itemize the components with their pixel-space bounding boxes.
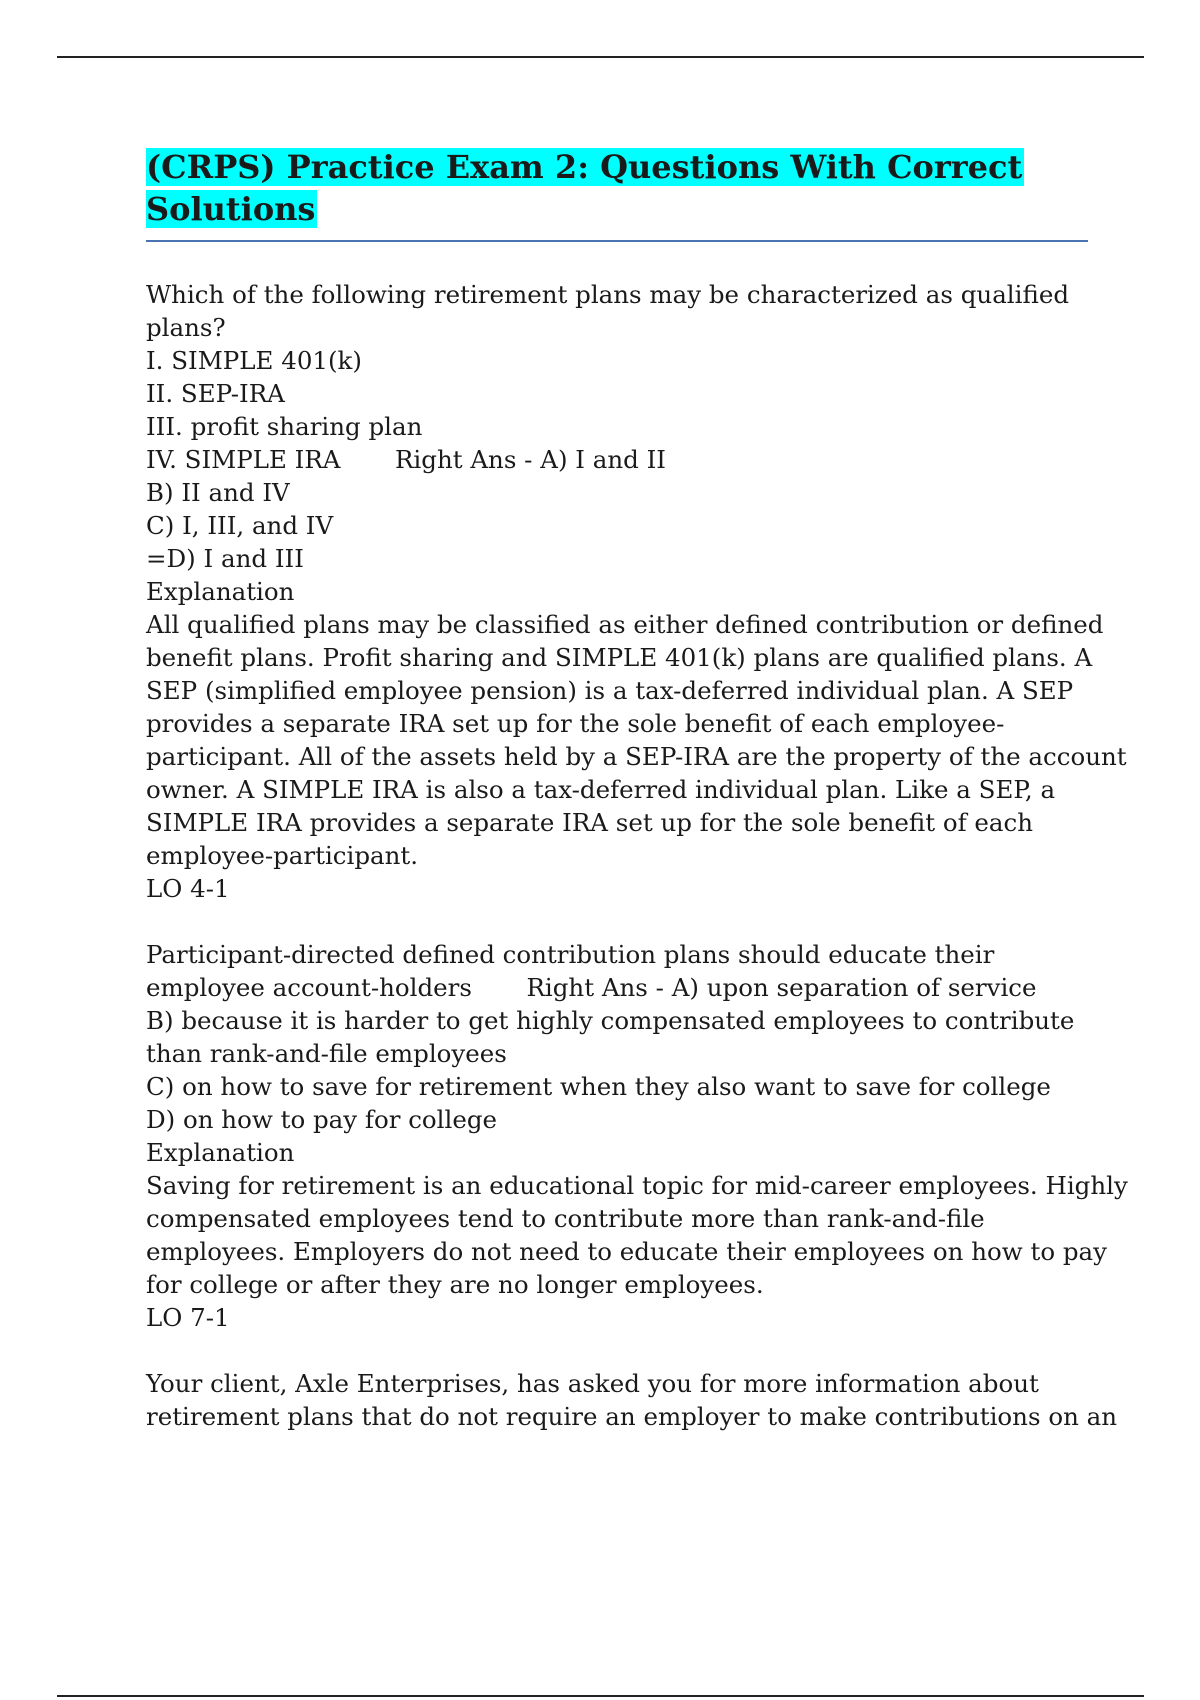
paragraph-gap [146,905,1088,938]
q1-choice: =D) I and III [146,543,304,573]
q2-explanation-heading: Explanation [146,1137,295,1167]
q1-explanation-line: benefit plans. Profit sharing and SIMPLE 401(k) plans are qualified plans. A [146,642,1093,672]
q1-answer: IV. SIMPLE IRA Right Ans - A) I and II [146,444,666,474]
q2-choice: than rank-and-file employees [146,1038,507,1068]
q1-explanation-line: All qualified plans may be classified as either defined contribution or defined [146,609,1104,639]
q2-learning-objective: LO 7-1 [146,1302,230,1332]
question-1 [146,278,1127,905]
q2-explanation-line: for college or after they are no longer employees. [146,1269,764,1299]
q1-option: I. SIMPLE 401(k) [146,345,362,375]
q2-explanation-line: compensated employees tend to contribute more than rank-and-file [146,1203,985,1233]
q1-explanation-line: provides a separate IRA set up for the sole benefit of each employee- [146,708,1005,738]
q2-choice: B) because it is harder to get highly compensated employees to contribute [146,1005,1075,1035]
question-3 [146,1367,1118,1433]
q1-line: Which of the following retirement plans may be characterized as qualified [146,279,1069,309]
q1-option: III. profit sharing plan [146,411,423,441]
q1-explanation-heading: Explanation [146,576,295,606]
q1-explanation-line: owner. A SIMPLE IRA is also a tax-deferred individual plan. Like a SEP, a [146,774,1056,804]
question-2 [146,938,1128,1334]
q1-line: plans? [146,312,226,342]
q2-explanation-line: Saving for retirement is an educational topic for mid-career employees. Highly [146,1170,1128,1200]
q2-line: Participant-directed defined contribution plans should educate their [146,939,995,969]
q2-choice: D) on how to pay for college [146,1104,498,1134]
title-line-1: (CRPS) Practice Exam 2: Questions With Correct [146,148,1023,186]
q2-answer: employee account-holders Right Ans - A) upon separation of service [146,972,1037,1002]
q1-explanation-line: SEP (simplified employee pension) is a tax-deferred individual plan. A SEP [146,675,1074,705]
q3-line: retirement plans that do not require an employer to make contributions on an [146,1401,1118,1431]
q1-explanation-line: participant. All of the assets held by a SEP-IRA are the property of the account [146,741,1127,771]
header-rule [57,56,1144,58]
q1-explanation-line: SIMPLE IRA provides a separate IRA set up for the sole benefit of each [146,807,1034,837]
q1-option: II. SEP-IRA [146,378,285,408]
q1-explanation-line: employee-participant. [146,840,419,870]
title-underline [146,240,1088,242]
paragraph-gap [146,1334,1088,1367]
document-title [146,146,1088,230]
document-content [146,146,1128,1433]
title-line-2: Solutions [146,190,316,228]
q1-choice: B) II and IV [146,477,290,507]
q2-choice: C) on how to save for retirement when they also want to save for college [146,1071,1051,1101]
footer-rule [57,1695,1144,1697]
q1-choice: C) I, III, and IV [146,510,334,540]
q3-line: Your client, Axle Enterprises, has asked you for more information about [146,1368,1039,1398]
q1-learning-objective: LO 4-1 [146,873,230,903]
document-body [146,278,1128,1433]
q2-explanation-line: employees. Employers do not need to educate their employees on how to pay [146,1236,1108,1266]
